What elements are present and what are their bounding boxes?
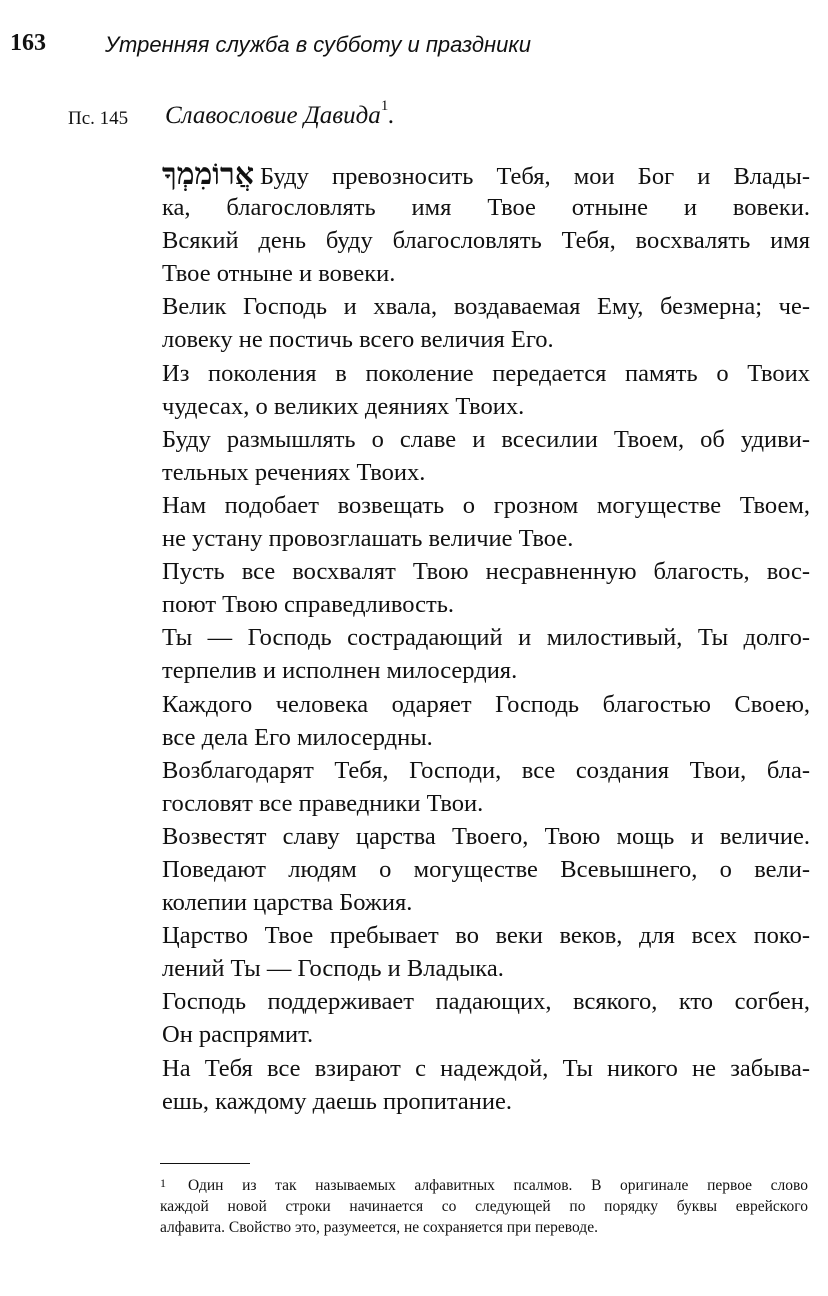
text-line: Царство Твое пребывает во веки веков, для всех поко- (162, 922, 810, 950)
text-line: ешь, каждому даешь пропитание. (162, 1087, 512, 1115)
footnote-reference: 1 (380, 98, 389, 114)
text-line: Ты — Господь сострадающий и милостивый, Ты долго- (162, 624, 810, 652)
running-header (10, 30, 820, 60)
text-line: лений Ты — Господь и Владыка. (162, 955, 504, 983)
text-line: Возблагодарят Тебя, Господи, все создания Твои, бла- (162, 756, 810, 784)
text-line: Нам подобает возвещать о грозном могуществе Твоем, (162, 491, 810, 519)
footnote (160, 1175, 808, 1238)
text-line: Из поколения в поколение передается память о Твоих (162, 359, 810, 387)
text-line: Он распрямит. (162, 1021, 314, 1049)
text-line: Каждого человека одаряет Господь благостью Своею, (162, 690, 810, 718)
section-title (165, 98, 395, 130)
footnote-marker: 1 (160, 1176, 166, 1190)
footnote-line: Один из так называемых алфавитных псалмов. В оригинале первое слово (188, 1177, 808, 1194)
text-line: Господь поддерживает падающих, всякого, кто согбен, (162, 988, 810, 1016)
section-title-period: . (388, 102, 395, 129)
footnote-line: алфавита. Свойство это, разумеется, не сохраняется при переводе. (160, 1219, 598, 1236)
text-line: ловеку не постичь всего величия Его. (162, 326, 554, 354)
hebrew-first-word: אֲרוֹמִמְךָ (162, 158, 254, 191)
text-line: терпелив и исполнен милосердия. (162, 657, 518, 685)
text-line: все дела Его милосердны. (162, 723, 433, 751)
section-title-text: Славословие Давида (165, 102, 381, 129)
text-line: Буду размышлять о славе и всесилии Твоем, об удиви- (162, 425, 810, 453)
text-line: тельных речениях Твоих. (162, 458, 426, 486)
text-line: колепии царства Божия. (162, 889, 413, 917)
text-line: не устану провозглашать величие Твое. (162, 525, 574, 553)
footnote-line: каждой новой строки начинается со следующей по порядку буквы еврейского (160, 1198, 808, 1215)
text-line-content: Буду превозносить Тебя, мои Бог и Влады- (259, 163, 810, 190)
text-line: Пусть все восхвалят Твою несравненную благость, вос- (162, 558, 810, 586)
text-line (162, 158, 810, 191)
page-number: 163 (10, 30, 46, 56)
text-line: Твое отныне и вовеки. (162, 260, 396, 288)
text-line: Поведают людям о могуществе Всевышнего, о вели- (162, 855, 810, 883)
psalm-reference: Пс. 145 (68, 108, 129, 129)
text-line: Всякий день буду благословлять Тебя, восхвалять имя (162, 227, 810, 255)
psalm-body (162, 158, 810, 1118)
text-line: Велик Господь и хвала, воздаваемая Ему, безмерна; че- (162, 293, 810, 321)
text-line: Возвестят славу царства Твоего, Твою мощь и величие. (162, 822, 810, 850)
text-line: чудесах, о великих деяниях Твоих. (162, 392, 525, 420)
footnote-divider (160, 1163, 250, 1164)
text-line: поют Твою справедливость. (162, 591, 455, 619)
running-title: Утренняя служба в субботу и праздники (105, 32, 532, 57)
text-line: На Тебя все взирают с надеждой, Ты никого не забыва- (162, 1054, 810, 1082)
text-line: ка, благословлять имя Твое отныне и вовеки. (162, 194, 810, 222)
text-line: гословят все праведники Твои. (162, 789, 484, 817)
